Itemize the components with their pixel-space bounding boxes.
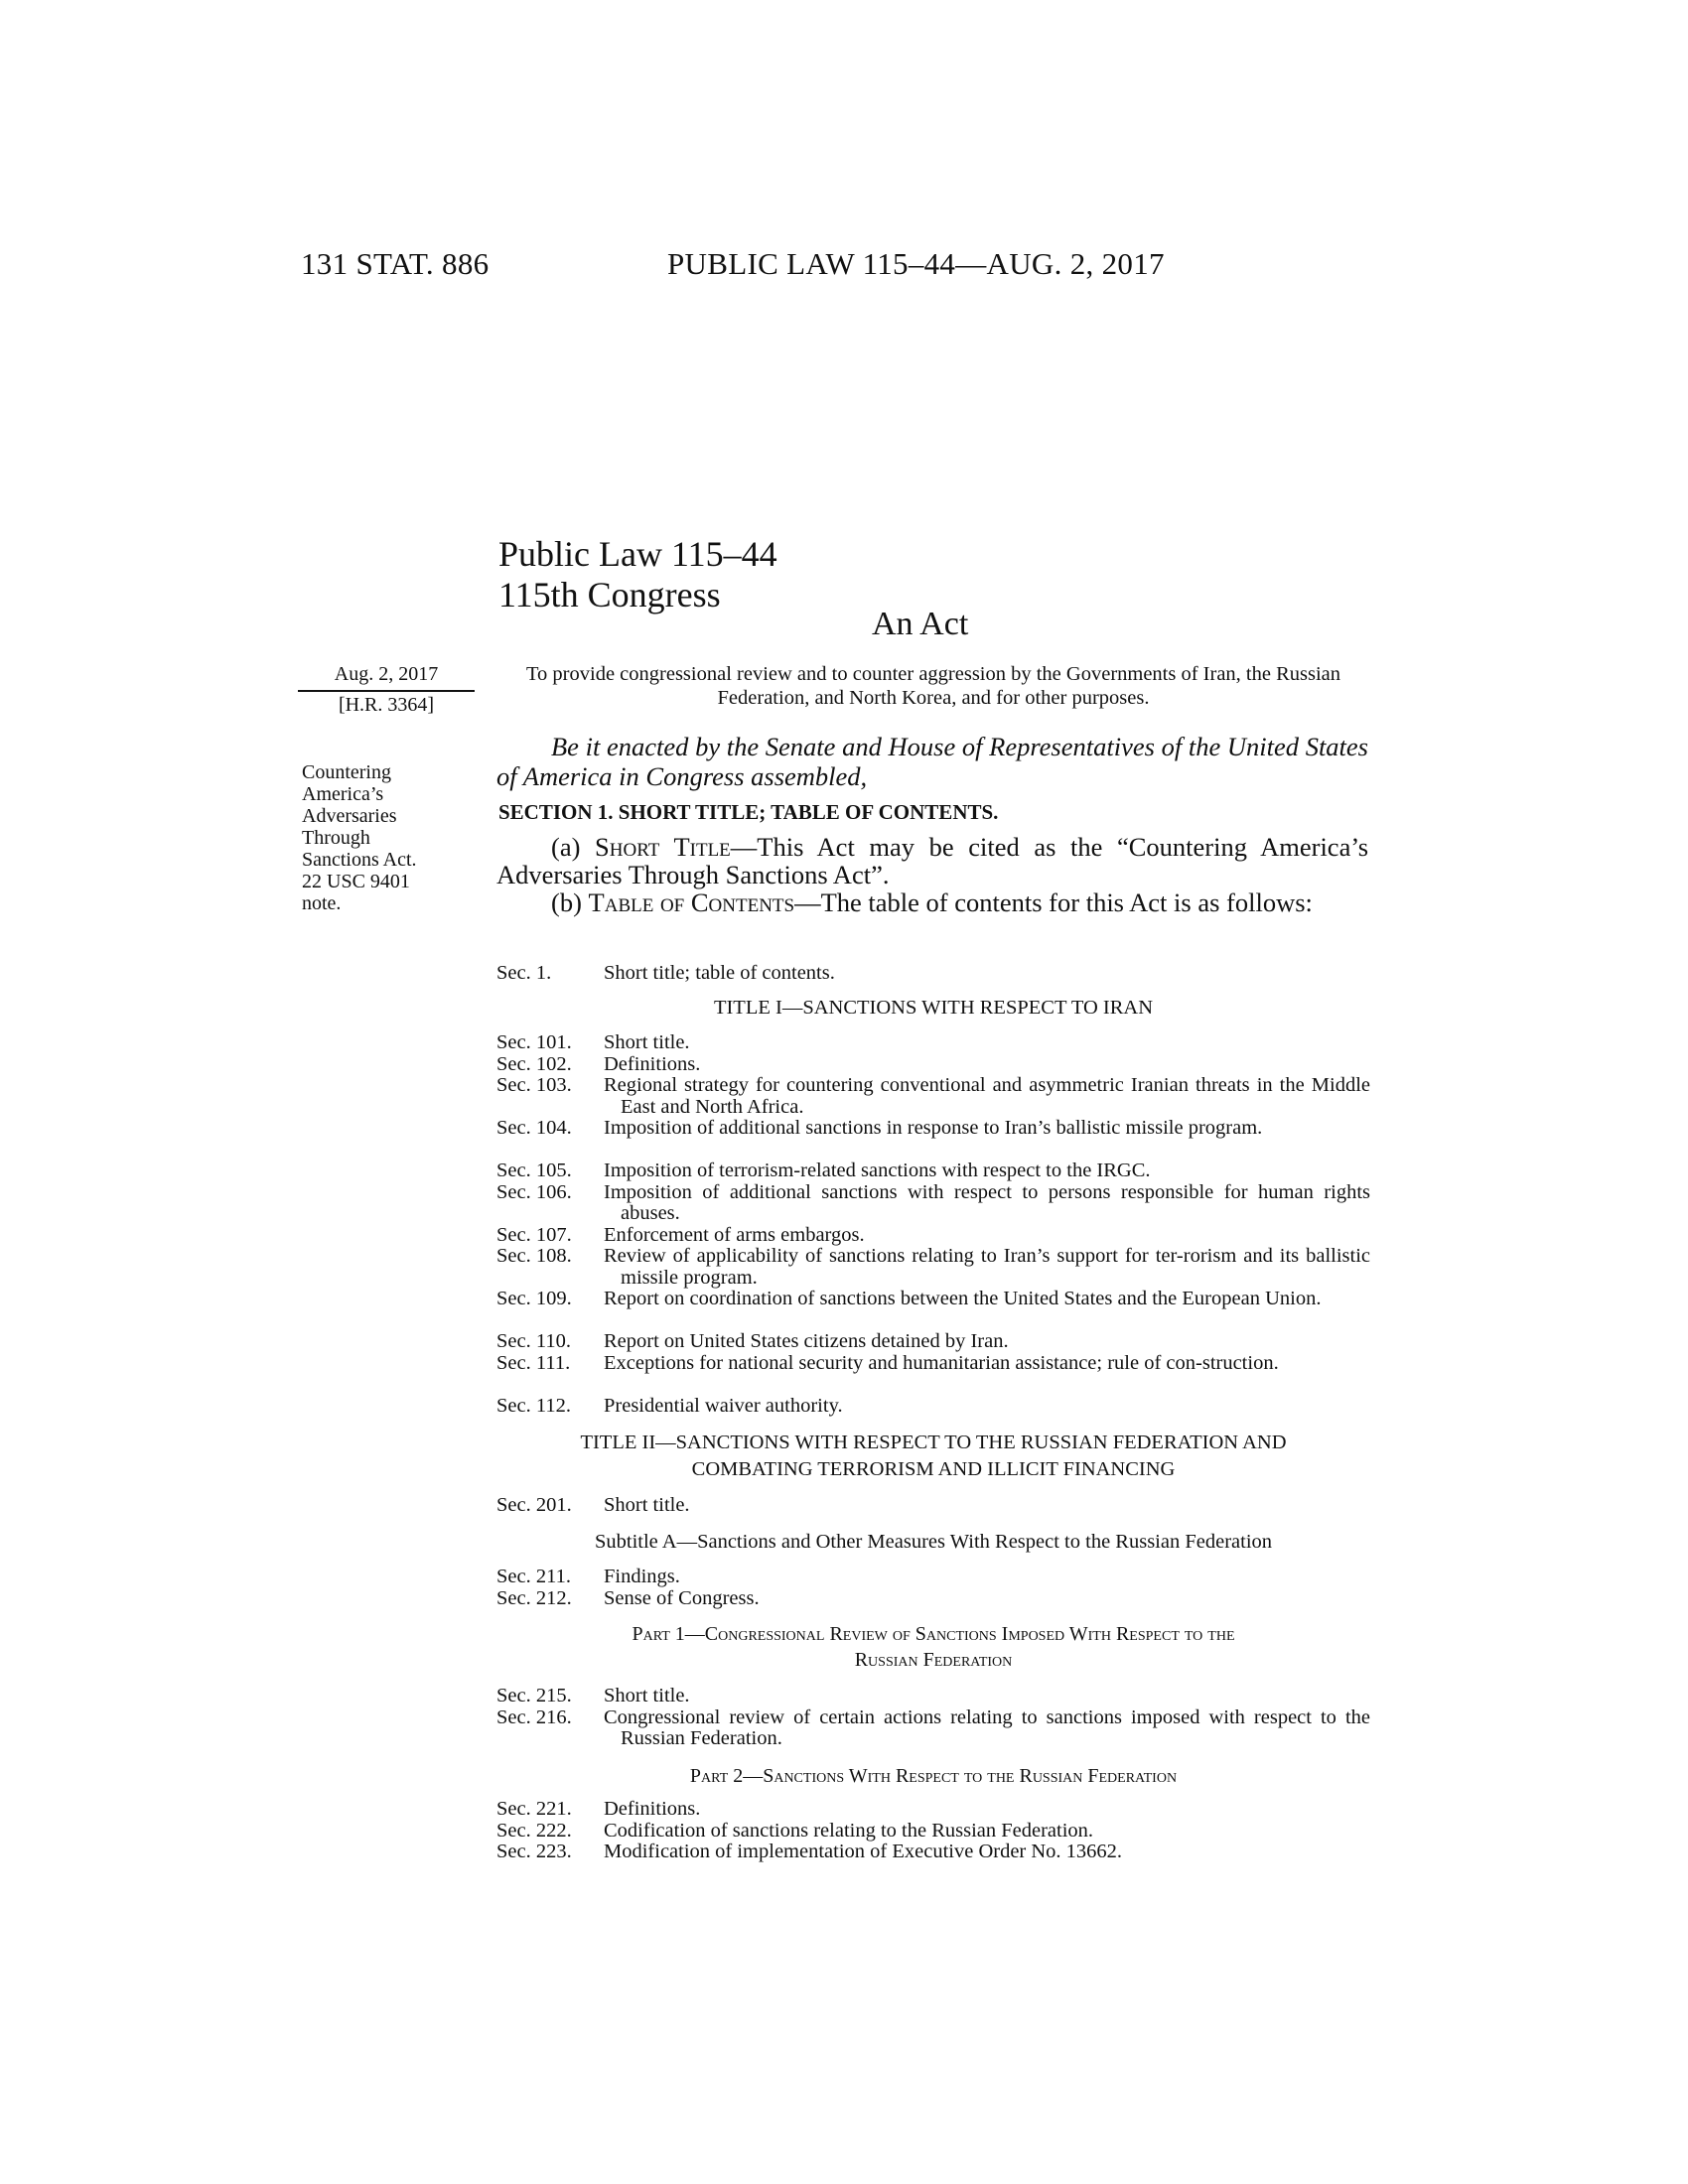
toc-entry-text: Report on coordination of sanctions between the United States and the European Union.	[604, 1288, 1322, 1309]
subtitle-a-heading: Subtitle A—Sanctions and Other Measures With Respect to the Russian Federation	[594, 1531, 1273, 1553]
toc-entry	[496, 1118, 1370, 1140]
side-note-line: Sanctions Act.	[302, 849, 417, 871]
congress-number: 115th Congress	[498, 575, 721, 614]
toc-entry-text: Regional strategy for countering conventional and asymmetric Iranian threats in the Middle East and North Africa.	[604, 1074, 1370, 1118]
toc-entry-text: Modification of implementation of Executive Order No. 13662.	[604, 1841, 1123, 1862]
an-act-heading: An Act	[872, 606, 969, 642]
paragraph-text: —This Act may be cited as the “Countering America’s Adversaries Through Sanctions Act”.	[496, 832, 1369, 889]
toc-entry	[496, 1032, 1370, 1054]
toc-entry-number: Sec. 211.	[496, 1566, 571, 1587]
toc-entry	[496, 1686, 1370, 1707]
short-title-paragraph	[496, 834, 1368, 888]
toc-entry-text: Short title.	[604, 1494, 690, 1516]
toc-entry-text: Presidential waiver authority.	[604, 1394, 843, 1417]
toc-entry-text: Short title.	[604, 1685, 690, 1706]
toc-entry	[496, 1225, 1370, 1247]
purpose-clause: To provide congressional review and to counter aggression by the Governments of Iran, the Russian Federation, and North Korea, and for other purposes.	[525, 663, 1341, 709]
toc-entry-text: Exceptions for national security and humanitarian assistance; rule of con-struction.	[604, 1351, 1279, 1374]
toc-entry-text: Definitions.	[604, 1052, 701, 1075]
table-of-contents-paragraph	[496, 889, 1368, 917]
toc-entry	[496, 1842, 1370, 1863]
toc-entry-text: Sense of Congress.	[604, 1586, 760, 1609]
toc-entry-number: Sec. 102.	[496, 1052, 572, 1075]
toc-entry-number: Sec. 106.	[496, 1180, 572, 1203]
toc-entry-number: Sec. 221.	[496, 1798, 572, 1820]
margin-bill-number: [H.R. 3364]	[338, 694, 435, 716]
toc-entry	[496, 1182, 1370, 1225]
toc-entry-text: Imposition of additional sanctions in response to Iran’s ballistic missile program.	[604, 1117, 1263, 1139]
title-2-heading-line: COMBATING TERRORISM AND ILLICIT FINANCING	[691, 1458, 1176, 1480]
toc-entry-number: Sec. 112.	[496, 1394, 571, 1417]
part-2-heading: Part 2—Sanctions With Respect to the Russian Federation	[689, 1765, 1178, 1787]
toc-entry-number: Sec. 103.	[496, 1074, 572, 1096]
stat-page-number: 131 STAT. 886	[301, 246, 490, 281]
section-1-heading: SECTION 1. SHORT TITLE; TABLE OF CONTENTS.	[498, 800, 999, 824]
toc-entry-number: Sec. 223.	[496, 1841, 572, 1862]
toc-entry-number: Sec. 201.	[496, 1494, 572, 1516]
toc-entry	[496, 1289, 1370, 1310]
toc-entry-number: Sec. 105.	[496, 1160, 572, 1181]
enacting-clause: Be it enacted by the Senate and House of Representatives of the United States of America in Congress assembled,	[496, 732, 1368, 791]
margin-date: Aug. 2, 2017	[334, 663, 439, 685]
toc-entry	[496, 1075, 1370, 1118]
toc-entry	[496, 1821, 1370, 1843]
toc-entry	[496, 1246, 1370, 1289]
toc-entry	[496, 1707, 1370, 1750]
paragraph-heading: Table of Contents	[588, 887, 795, 917]
toc-entry-number: Sec. 216.	[496, 1706, 572, 1728]
toc-entry-number: Sec. 212.	[496, 1586, 572, 1609]
paragraph-heading: Short Title	[595, 832, 731, 862]
toc-entry-text: Report on United States citizens detained by Iran.	[604, 1330, 1009, 1352]
toc-entry-text: Findings.	[604, 1566, 680, 1587]
toc-entry	[496, 1353, 1370, 1375]
toc-entry-text: Imposition of terrorism-related sanctions with respect to the IRGC.	[604, 1160, 1151, 1181]
margin-rule	[298, 690, 475, 692]
side-note-line: America’s	[302, 783, 384, 805]
toc-entry-text: Codification of sanctions relating to the Russian Federation.	[604, 1819, 1094, 1842]
part-1-heading-line: Part 1—Congressional Review of Sanctions Imposed With Respect to the	[632, 1623, 1235, 1645]
toc-entry-number: Sec. 104.	[496, 1117, 572, 1139]
toc-entry-text: Imposition of additional sanctions with respect to persons responsible for human rights abuses.	[604, 1180, 1370, 1224]
toc-entry-number: Sec. 215.	[496, 1685, 572, 1706]
toc-entry-number: Sec. 109.	[496, 1288, 572, 1309]
toc-entry-text: Definitions.	[604, 1798, 701, 1820]
paragraph-label: (a)	[551, 832, 596, 862]
toc-entry	[496, 1054, 1370, 1076]
toc-entry	[496, 1588, 1370, 1610]
toc-entry-text: Review of applicability of sanctions relating to Iran’s support for ter-rorism and its ballistic missile program.	[604, 1245, 1370, 1289]
paragraph-text: —The table of contents for this Act is as follows:	[794, 887, 1313, 917]
toc-entry-number: Sec. 111.	[496, 1351, 571, 1374]
toc-entry-number: Sec. 222.	[496, 1819, 572, 1842]
toc-entry	[496, 1396, 1370, 1418]
side-note-line: note.	[302, 892, 342, 914]
toc-entry-number: Sec. 108.	[496, 1245, 572, 1267]
toc-entry-text: Short title.	[604, 1031, 690, 1053]
toc-entry-number: Sec. 107.	[496, 1223, 572, 1246]
side-note-line: 22 USC 9401	[302, 871, 410, 892]
toc-entry-number: Sec. 110.	[496, 1330, 571, 1352]
toc-entry	[496, 1799, 1370, 1821]
part-1-heading	[496, 1621, 1370, 1673]
toc-entry-number: Sec. 101.	[496, 1031, 572, 1053]
margin-side-notes	[302, 761, 441, 914]
law-title-block	[498, 534, 777, 615]
toc-entry-text: Enforcement of arms embargos.	[604, 1223, 865, 1246]
toc-entry	[496, 1160, 1370, 1182]
toc-entry-text: Congressional review of certain actions relating to sanctions imposed with respect to the Russian Federation.	[604, 1706, 1370, 1749]
side-note-line: Countering	[302, 761, 391, 783]
title-2-heading-line: TITLE II—SANCTIONS WITH RESPECT TO THE RUSSIAN FEDERATION AND	[580, 1432, 1287, 1453]
toc-entry	[496, 1331, 1370, 1353]
side-note-line: Through	[302, 827, 370, 849]
title-1-heading: TITLE I—SANCTIONS WITH RESPECT TO IRAN	[713, 997, 1154, 1019]
toc-entry	[496, 1495, 1370, 1517]
law-number: Public Law 115–44	[498, 534, 777, 574]
part-1-heading-line: Russian Federation	[854, 1649, 1013, 1671]
paragraph-label: (b)	[551, 887, 589, 917]
title-2-heading	[496, 1430, 1370, 1483]
toc-entry-text: Short title; table of contents.	[604, 962, 835, 984]
toc-entry	[496, 1567, 1370, 1588]
toc-entry-number: Sec. 1.	[496, 962, 552, 984]
toc-entry	[496, 963, 1370, 985]
side-note-line: Adversaries	[302, 805, 397, 827]
running-head-law: PUBLIC LAW 115–44—AUG. 2, 2017	[667, 246, 1165, 281]
